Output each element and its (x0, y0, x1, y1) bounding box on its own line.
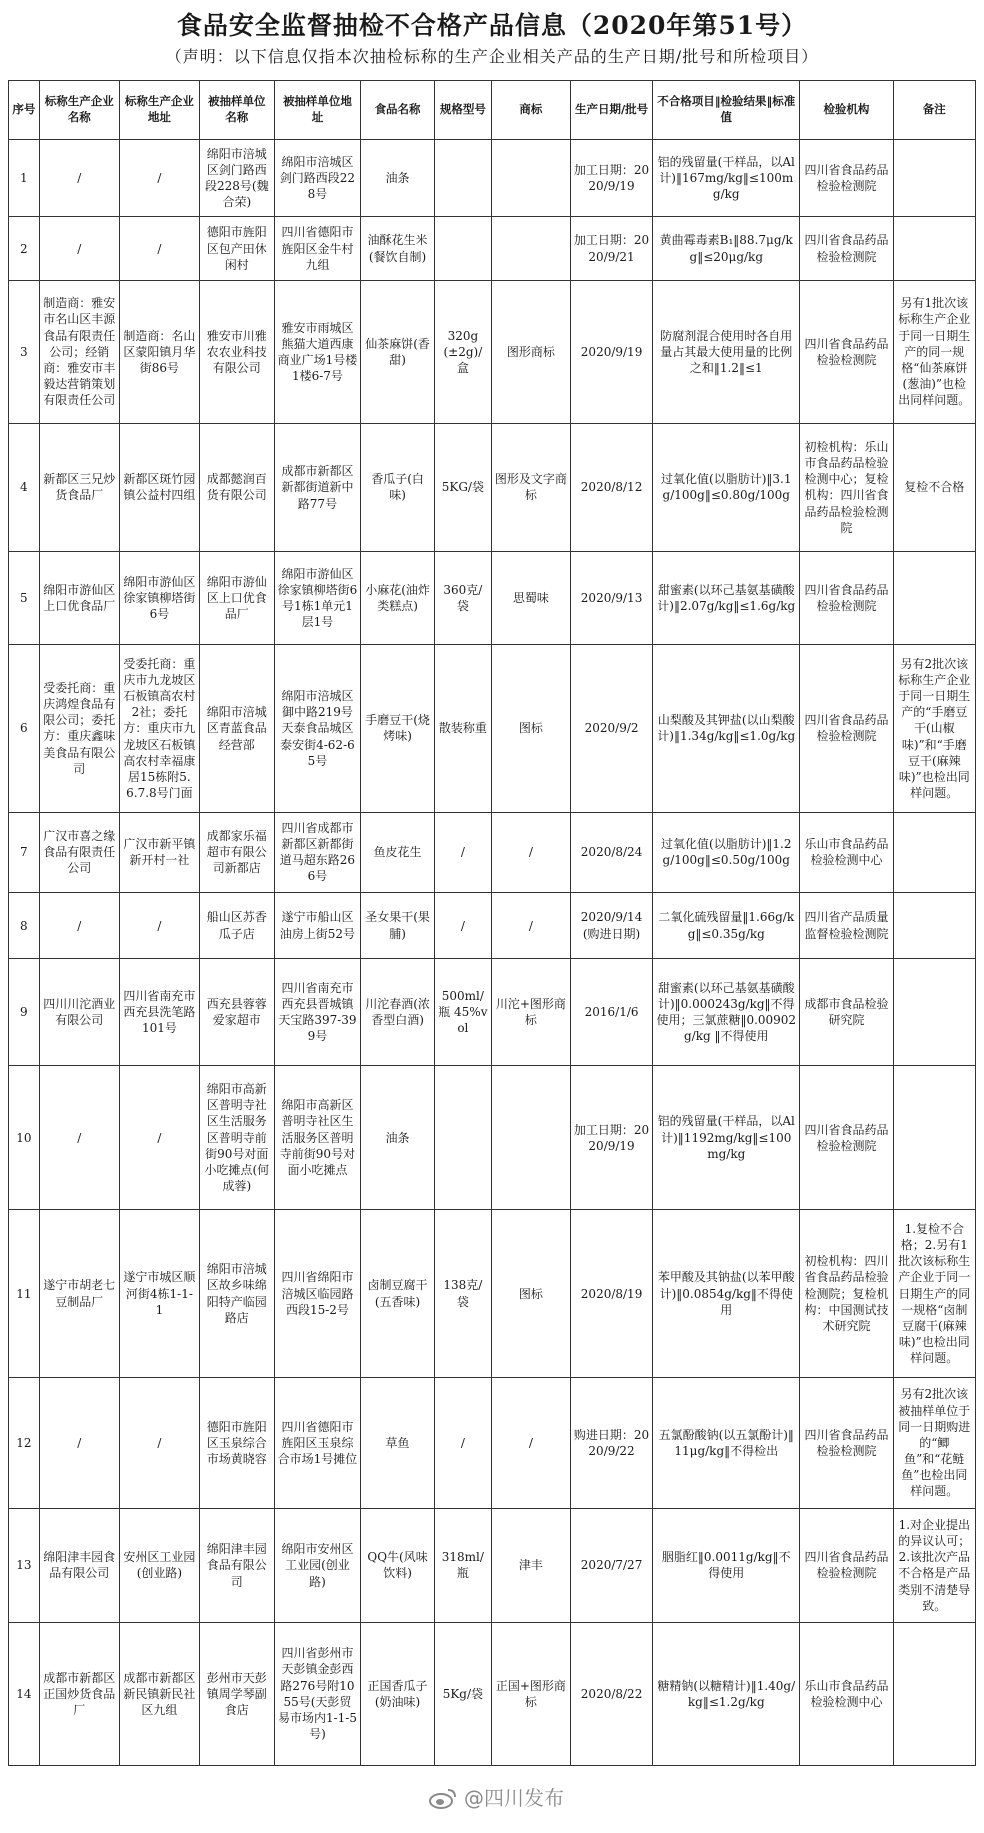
table-row (9, 1066, 976, 1210)
cell-testing-agency: 四川省食品药品检验检测院 (800, 645, 893, 813)
cell-spec: 散装称重 (434, 645, 491, 813)
cell-sampled-unit-address: 成都市新都区新都街道新中路77号 (274, 424, 361, 552)
cell-remarks: 另有2批次该标称生产企业于同一日期生产的“手磨豆干(山椒味)”和“手磨豆干(麻辣味)”也检出同样问题。 (893, 645, 975, 813)
cell-sampled-unit-address: 雅安市雨城区熊猫大道西康商业广场1号楼1楼6-7号 (274, 280, 361, 423)
cell-sampled-unit-address: 四川省绵阳市涪城区临园路西段15-2号 (274, 1210, 361, 1377)
cell-manufacturer-address: 新都区斑竹园镇公益村四组 (119, 424, 199, 552)
cell-manufacturer: 新都区三兄炒货食品厂 (39, 424, 119, 552)
cell-manufacturer: / (39, 140, 119, 217)
cell-trademark: 图标 (491, 645, 570, 813)
cell-sampled-unit-address: 绵阳市安州区工业园(创业路) (274, 1509, 361, 1622)
cell-remarks (893, 892, 975, 959)
cell-spec: 320g(±2g)/盒 (434, 280, 491, 423)
cell-failed-item: 糖精钠(以糖精计)‖1.40g/kg‖≤1.2g/kg (653, 1622, 800, 1765)
cell-production-date: 2020/8/19 (570, 1210, 652, 1377)
cell-trademark: / (491, 892, 570, 959)
col-header-testing-agency: 检验机构 (800, 81, 893, 140)
cell-manufacturer: 广汉市喜之缘食品有限责任公司 (39, 812, 119, 892)
cell-spec (434, 140, 491, 217)
cell-production-date: 加工日期：2020/9/21 (570, 217, 652, 280)
cell-sampled-unit-address: 四川省德阳市旌阳区金牛村九组 (274, 217, 361, 280)
cell-sampled-unit-address: 绵阳市游仙区徐家镇柳塔街6号1栋1单元1层1号 (274, 551, 361, 644)
cell-manufacturer-address: / (119, 1066, 199, 1210)
cell-sampled-unit: 成都懿润百货有限公司 (199, 424, 274, 552)
cell-food-name: 仙茶麻饼(香甜) (361, 280, 435, 423)
col-header-sampled-unit-address: 被抽样单位地址 (274, 81, 361, 140)
col-header-trademark: 商标 (491, 81, 570, 140)
cell-manufacturer: 遂宁市胡老七豆制品厂 (39, 1210, 119, 1377)
cell-index: 10 (9, 1066, 40, 1210)
cell-food-name: 手磨豆干(烧烤味) (361, 645, 435, 813)
table-row (9, 424, 976, 552)
cell-remarks: 复检不合格 (893, 424, 975, 552)
inspection-results-table (8, 80, 976, 1766)
cell-manufacturer-address: 广汉市新平镇新开村一社 (119, 812, 199, 892)
cell-remarks: 另有2批次该被抽样单位于同一日期购进的“鲫鱼”和“花鲢鱼”也检出同样问题。 (893, 1377, 975, 1508)
cell-remarks: 另有1批次该标称生产企业于同一日期生产的同一规格“仙茶麻饼(葱油)”也检出同样问题。 (893, 280, 975, 423)
cell-index: 4 (9, 424, 40, 552)
cell-spec: 5KG/袋 (434, 424, 491, 552)
cell-food-name: 香瓜子(白味) (361, 424, 435, 552)
cell-sampled-unit: 绵阳津丰园食品有限公司 (199, 1509, 274, 1622)
watermark-text: @四川发布 (464, 1786, 564, 1810)
cell-testing-agency: 四川省食品药品检验检测院 (800, 1377, 893, 1508)
table-row (9, 217, 976, 280)
table-row (9, 1210, 976, 1377)
cell-food-name: 卤制豆腐干(五香味) (361, 1210, 435, 1377)
cell-spec: 360克/袋 (434, 551, 491, 644)
cell-trademark: 图标 (491, 1210, 570, 1377)
cell-sampled-unit: 绵阳市涪城区青蓝食品经营部 (199, 645, 274, 813)
cell-manufacturer-address: 遂宁市城区顺河街4栋1-1-1 (119, 1210, 199, 1377)
cell-testing-agency: 四川省产品质量监督检验检测院 (800, 892, 893, 959)
cell-production-date: 2020/8/12 (570, 424, 652, 552)
cell-trademark: / (491, 1377, 570, 1508)
cell-index: 8 (9, 892, 40, 959)
cell-production-date: 2020/9/19 (570, 280, 652, 423)
cell-remarks: 1.对企业提出的异议认可；2.该批次产品不合格是产品类别不清楚导致。 (893, 1509, 975, 1622)
cell-testing-agency: 四川省食品药品检验检测院 (800, 551, 893, 644)
cell-failed-item: 山梨酸及其钾盐(以山梨酸计)‖1.34g/kg‖≤1.0g/kg (653, 645, 800, 813)
cell-food-name: 鱼皮花生 (361, 812, 435, 892)
cell-trademark (491, 1066, 570, 1210)
cell-manufacturer-address: 绵阳市游仙区徐家镇柳塔街6号 (119, 551, 199, 644)
cell-index: 7 (9, 812, 40, 892)
cell-spec: / (434, 892, 491, 959)
cell-sampled-unit: 绵阳市涪城区剑门路西段228号(魏合荣) (199, 140, 274, 217)
table-header-row (9, 81, 976, 140)
cell-trademark: 思蜀味 (491, 551, 570, 644)
cell-remarks (893, 1066, 975, 1210)
table-row (9, 280, 976, 423)
cell-index: 12 (9, 1377, 40, 1508)
cell-sampled-unit: 绵阳市高新区普明寺社区生活服务区普明寺前街90号对面小吃摊点(何成蓉) (199, 1066, 274, 1210)
table-row (9, 140, 976, 217)
cell-spec: 5Kg/袋 (434, 1622, 491, 1765)
cell-testing-agency: 乐山市食品药品检验检测中心 (800, 1622, 893, 1765)
cell-food-name: 油酥花生米(餐饮自制) (361, 217, 435, 280)
watermark (428, 1782, 564, 1811)
cell-manufacturer: 受委托商：重庆鸿煌食品有限公司；委托方：重庆鑫味美食品有限公司 (39, 645, 119, 813)
cell-index: 14 (9, 1622, 40, 1765)
cell-index: 6 (9, 645, 40, 813)
cell-production-date: 2020/8/22 (570, 1622, 652, 1765)
cell-manufacturer-address: 四川省南充市西充县洗笔路101号 (119, 959, 199, 1066)
cell-sampled-unit-address: 四川省德阳市旌阳区玉泉综合市场1号摊位 (274, 1377, 361, 1508)
cell-food-name: QQ牛(风味饮料) (361, 1509, 435, 1622)
cell-failed-item: 过氧化值(以脂肪计)‖1.2g/100g‖≤0.50g/100g (653, 812, 800, 892)
cell-spec: 318ml/瓶 (434, 1509, 491, 1622)
cell-testing-agency: 四川省食品药品检验检测院 (800, 140, 893, 217)
cell-spec: / (434, 812, 491, 892)
cell-sampled-unit: 绵阳市涪城区故乡味绵阳特产临园路店 (199, 1210, 274, 1377)
cell-remarks (893, 959, 975, 1066)
cell-sampled-unit: 船山区苏香瓜子店 (199, 892, 274, 959)
cell-index: 3 (9, 280, 40, 423)
cell-remarks (893, 551, 975, 644)
cell-sampled-unit-address: 四川省成都市新都区新都街道马超东路266号 (274, 812, 361, 892)
cell-index: 11 (9, 1210, 40, 1377)
cell-manufacturer-address: 制造商：名山区蒙阳镇月华街86号 (119, 280, 199, 423)
cell-sampled-unit: 西充县蓉蓉爱家超市 (199, 959, 274, 1066)
cell-production-date: 2020/8/24 (570, 812, 652, 892)
cell-trademark: 图形商标 (491, 280, 570, 423)
cell-remarks (893, 812, 975, 892)
cell-failed-item: 胭脂红‖0.0011g/kg‖不得使用 (653, 1509, 800, 1622)
cell-failed-item: 甜蜜素(以环己基氨基磺酸计)‖2.07g/kg‖≤1.6g/kg (653, 551, 800, 644)
cell-production-date: 加工日期：2020/9/19 (570, 1066, 652, 1210)
cell-remarks (893, 140, 975, 217)
cell-testing-agency: 乐山市食品药品检验检测中心 (800, 812, 893, 892)
cell-index: 2 (9, 217, 40, 280)
cell-index: 1 (9, 140, 40, 217)
col-header-manufacturer: 标称生产企业名称 (39, 81, 119, 140)
cell-trademark: 正国+图形商标 (491, 1622, 570, 1765)
table-row (9, 551, 976, 644)
cell-manufacturer: 制造商：雅安市名山区丰源食品有限责任公司；经销商：雅安市丰毅达营销策划有限责任公司 (39, 280, 119, 423)
cell-trademark: 津丰 (491, 1509, 570, 1622)
table-row (9, 812, 976, 892)
cell-sampled-unit-address: 绵阳市高新区普明寺社区生活服务区普明寺前街90号对面小吃摊点 (274, 1066, 361, 1210)
cell-failed-item: 甜蜜素(以环己基氨基磺酸计)‖0.000243g/kg‖不得使用；三氯蔗糖‖0.00902 g/kg ‖不得使用 (653, 959, 800, 1066)
cell-trademark: / (491, 812, 570, 892)
disclaimer: （声明：以下信息仅指本次抽检标称的生产企业相关产品的生产日期/批号和所检项目） (165, 47, 819, 66)
cell-remarks: 1.复检不合格；2.另有1批次该标称生产企业于同一日期生产的同一规格“卤制豆腐干(麻辣味)”也检出同样问题。 (893, 1210, 975, 1377)
cell-manufacturer-address: 成都市新都区新民镇新民社区九组 (119, 1622, 199, 1765)
cell-manufacturer: 成都市新都区正国炒货食品厂 (39, 1622, 119, 1765)
cell-food-name: 川沱春酒(浓香型白酒) (361, 959, 435, 1066)
cell-food-name: 圣女果干(果脯) (361, 892, 435, 959)
cell-food-name: 油条 (361, 140, 435, 217)
cell-production-date: 2020/9/2 (570, 645, 652, 813)
cell-manufacturer-address: 安州区工业园(创业路) (119, 1509, 199, 1622)
cell-sampled-unit-address: 四川省南充市西充县晋城镇天宝路397-399号 (274, 959, 361, 1066)
col-header-sampled-unit: 被抽样单位名称 (199, 81, 274, 140)
cell-sampled-unit-address: 四川省彭州市天彭镇金彭西路276号附1055号(天彭贸易市场内1-1-5号) (274, 1622, 361, 1765)
cell-manufacturer: / (39, 892, 119, 959)
cell-trademark (491, 217, 570, 280)
cell-manufacturer-address: / (119, 892, 199, 959)
cell-failed-item: 防腐剂混合使用时各自用量占其最大使用量的比例之和‖1.2‖≤1 (653, 280, 800, 423)
cell-manufacturer-address: / (119, 1377, 199, 1508)
cell-failed-item: 二氧化硫残留量‖1.66g/kg‖≤0.35g/kg (653, 892, 800, 959)
cell-food-name: 小麻花(油炸类糕点) (361, 551, 435, 644)
col-header-spec: 规格型号 (434, 81, 491, 140)
col-header-food-name: 食品名称 (361, 81, 435, 140)
cell-spec (434, 1066, 491, 1210)
table-row (9, 959, 976, 1066)
cell-sampled-unit-address: 绵阳市涪城区剑门路西段228号 (274, 140, 361, 217)
cell-sampled-unit-address: 遂宁市船山区油房上街52号 (274, 892, 361, 959)
cell-sampled-unit: 德阳市旌阳区包产田休闲村 (199, 217, 274, 280)
cell-spec: 138克/袋 (434, 1210, 491, 1377)
cell-failed-item: 苯甲酸及其钠盐(以苯甲酸计)‖0.0854g/kg‖不得使用 (653, 1210, 800, 1377)
table-row (9, 645, 976, 813)
cell-manufacturer: / (39, 1066, 119, 1210)
cell-production-date: 2020/7/27 (570, 1509, 652, 1622)
cell-testing-agency: 四川省食品药品检验检测院 (800, 1066, 893, 1210)
cell-sampled-unit: 德阳市旌阳区玉泉综合市场黄晓容 (199, 1377, 274, 1508)
cell-sampled-unit-address: 绵阳市涪城区御中路219号天泰食品城区泰安街4-62-65号 (274, 645, 361, 813)
cell-manufacturer: 绵阳津丰园食品有限公司 (39, 1509, 119, 1622)
cell-production-date: 2020/9/13 (570, 551, 652, 644)
col-header-failed-item: 不合格项目‖检验结果‖标准值 (653, 81, 800, 140)
cell-testing-agency: 初检机构：乐山市食品药品检验检测中心；复检机构：四川省食品药品检验检测院 (800, 424, 893, 552)
weibo-icon (428, 1787, 458, 1809)
cell-failed-item: 五氯酚酸钠(以五氯酚计)‖11μg/kg‖不得检出 (653, 1377, 800, 1508)
cell-manufacturer-address: / (119, 140, 199, 217)
cell-production-date: 购进日期：2020/9/22 (570, 1377, 652, 1508)
cell-food-name: 油条 (361, 1066, 435, 1210)
cell-manufacturer: / (39, 1377, 119, 1508)
cell-trademark: 图形及文字商标 (491, 424, 570, 552)
cell-failed-item: 黄曲霉毒素B₁‖88.7μg/kg‖≤20μg/kg (653, 217, 800, 280)
cell-failed-item: 过氧化值(以脂肪计)‖3.1g/100g‖≤0.80g/100g (653, 424, 800, 552)
cell-manufacturer-address: 受委托商：重庆市九龙坡区石板镇高农村2社；委托方：重庆市九龙坡区石板镇高农村幸福康居15栋附5.6.7.8号门面 (119, 645, 199, 813)
table-row (9, 892, 976, 959)
cell-testing-agency: 成都市食品检验研究院 (800, 959, 893, 1066)
cell-sampled-unit: 彭州市天彭镇周学琴副食店 (199, 1622, 274, 1765)
table-row (9, 1509, 976, 1622)
cell-production-date: 加工日期：2020/9/19 (570, 140, 652, 217)
cell-manufacturer: / (39, 217, 119, 280)
cell-production-date: 2016/1/6 (570, 959, 652, 1066)
cell-failed-item: 铝的残留量(干样品，以Al计)‖1192mg/kg‖≤100mg/kg (653, 1066, 800, 1210)
cell-trademark: 川沱+图形商标 (491, 959, 570, 1066)
cell-index: 5 (9, 551, 40, 644)
cell-spec (434, 217, 491, 280)
cell-manufacturer: 四川川沱酒业有限公司 (39, 959, 119, 1066)
col-header-remarks: 备注 (893, 81, 975, 140)
cell-food-name: 正国香瓜子(奶油味) (361, 1622, 435, 1765)
cell-sampled-unit: 雅安市川雅农农业科技有限公司 (199, 280, 274, 423)
cell-testing-agency: 四川省食品药品检验检测院 (800, 1509, 893, 1622)
cell-testing-agency: 初检机构：四川省食品药品检验检测院；复检机构：中国测试技术研究院 (800, 1210, 893, 1377)
cell-spec: 500ml/瓶 45%vol (434, 959, 491, 1066)
cell-production-date: 2020/9/14(购进日期) (570, 892, 652, 959)
cell-food-name: 草鱼 (361, 1377, 435, 1508)
cell-sampled-unit: 成都家乐福超市有限公司新都店 (199, 812, 274, 892)
table-row (9, 1622, 976, 1765)
cell-testing-agency: 四川省食品药品检验检测院 (800, 217, 893, 280)
cell-sampled-unit: 绵阳市游仙区上口优食品厂 (199, 551, 274, 644)
cell-manufacturer: 绵阳市游仙区上口优食品厂 (39, 551, 119, 644)
cell-index: 13 (9, 1509, 40, 1622)
cell-manufacturer-address: / (119, 217, 199, 280)
col-header-manufacturer-address: 标称生产企业地址 (119, 81, 199, 140)
cell-remarks (893, 217, 975, 280)
page-title: 食品安全监督抽检不合格产品信息（2020年第51号） (176, 11, 808, 40)
table-row (9, 1377, 976, 1508)
cell-trademark (491, 140, 570, 217)
cell-testing-agency: 四川省食品药品检验检测院 (800, 280, 893, 423)
cell-index: 9 (9, 959, 40, 1066)
cell-spec: / (434, 1377, 491, 1508)
col-header-production-date: 生产日期/批号 (570, 81, 652, 140)
cell-failed-item: 铝的残留量(干样品，以Al计)‖167mg/kg‖≤100mg/kg (653, 140, 800, 217)
col-header-index: 序号 (9, 81, 40, 140)
cell-remarks (893, 1622, 975, 1765)
